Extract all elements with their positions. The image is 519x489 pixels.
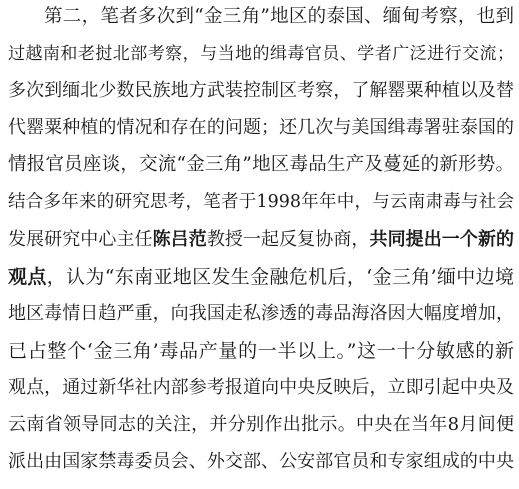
text-segment: 情报官员座谈，交流“金三角”地区毒品生产及蔓延的新形势。 [8,154,514,175]
text-line-6 [8,187,514,217]
text-segment: 代罂粟种植的情况和存在的问题；还几次与美国缉毒署驻泰国的 [8,117,514,138]
text-segment: 过越南和老挝北部考察，与当地的缉毒官员、学者广泛进行交流； [8,44,514,64]
author-name-emphasis: 陈吕范 [152,229,207,250]
text-line-10 [8,336,514,366]
text-segment: 地区毒情日趋严重，向我国走私渗透的毒品海洛因大幅度增加， [8,303,514,324]
text-line-12 [8,410,514,440]
text-line-1 [44,2,514,32]
text-segment: 云南省领导同志的关注，并分别作出批示。中央在当年8月间便 [8,414,514,435]
text-segment: 已占整个‘金三角’毒品产量的一半以上。”这一十分敏感的新 [8,340,514,362]
text-line-4 [8,113,514,143]
text-line-11 [8,373,514,403]
text-line-8 [8,262,514,292]
text-segment: 教授一起反复协商， [206,229,370,250]
text-segment: ，认为“东南亚地区发生金融危机后，‘金三角’缅中边境 [46,266,514,288]
text-line-7 [8,225,514,255]
text-line-2 [8,39,514,69]
text-line-9 [8,299,514,329]
text-segment: 结合多年来的研究思考，笔者于1998年年中，与云南肃毒与社会 [8,192,514,212]
text-segment: 派出由国家禁毒委员会、外交部、公安部官员和专家组成的中央 [8,451,514,472]
text-segment: 多次到缅北少数民族地方武装控制区考察，了解罂粟种植以及替 [8,80,514,101]
text-segment: 第二，笔者多次到“金三角”地区的泰国、缅甸考察，也到 [44,6,514,27]
key-point-emphasis: 共同提出一个新的 [369,229,514,250]
text-line-13 [8,447,514,477]
text-segment: 观点，通过新华社内部参考报道向中央反映后，立即引起中央及 [8,377,514,398]
text-line-5 [8,150,514,180]
text-segment: 发展研究中心主任 [8,229,153,250]
key-point-emphasis: 观点 [8,266,47,288]
text-line-3 [8,76,514,106]
